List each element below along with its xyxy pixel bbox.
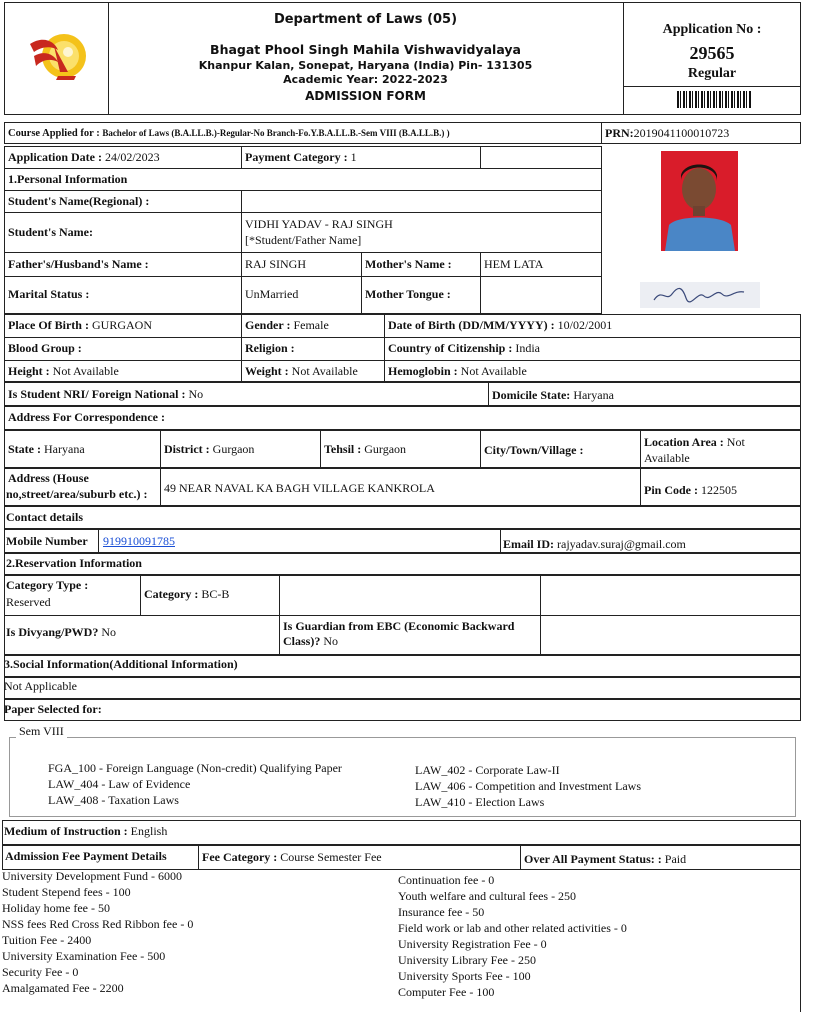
barcode xyxy=(677,91,751,108)
weight: Weight : Not Available xyxy=(245,364,358,378)
house-address-label-cont: no,street/area/suburb etc.) : xyxy=(6,487,148,501)
category-type: Reserved xyxy=(6,595,51,609)
paper-item: LAW_410 - Election Laws xyxy=(415,795,545,809)
house-address-label: Address (House xyxy=(8,471,89,485)
email: Email ID: rajyadav.suraj@gmail.com xyxy=(503,537,686,551)
hemoglobin: Hemoglobin : Not Available xyxy=(388,364,527,378)
category-type-label: Category Type : xyxy=(6,578,89,592)
fee-section: Admission Fee Payment Details xyxy=(5,849,167,863)
fee-item: Field work or lab and other related activities - 0 xyxy=(398,921,627,935)
fee-item: University Registration Fee - 0 xyxy=(398,937,547,951)
paper-item: LAW_402 - Corporate Law-II xyxy=(415,763,560,777)
fee-item: Continuation fee - 0 xyxy=(398,873,495,887)
fee-item: Security Fee - 0 xyxy=(2,965,79,979)
height: Height : Not Available xyxy=(8,364,119,378)
place-of-birth: Place Of Birth : GURGAON xyxy=(8,318,152,332)
semester-label: Sem VIII xyxy=(16,724,67,738)
mother-name-label: Mother's Name : xyxy=(365,257,452,271)
application-type: Regular xyxy=(687,66,737,81)
fee-item: Amalgamated Fee - 2200 xyxy=(2,981,124,995)
father-name: RAJ SINGH xyxy=(245,257,307,271)
fee-item: University Library Fee - 250 xyxy=(398,953,536,967)
paper-item: LAW_406 - Competition and Investment Laws xyxy=(415,779,641,793)
reservation-section: 2.Reservation Information xyxy=(6,556,142,570)
pin-code: Pin Code : 122505 xyxy=(644,483,737,497)
medium-of-instruction: Medium of Instruction : English xyxy=(4,824,168,838)
fee-item: University Development Fund - 6000 xyxy=(2,869,182,883)
department-title: Department of Laws (05) xyxy=(273,12,458,27)
social-section: 3.Social Information(Additional Information) xyxy=(4,657,238,671)
form-title: ADMISSION FORM xyxy=(305,89,426,103)
contact-section: Contact details xyxy=(6,510,83,524)
nri-status: Is Student NRI/ Foreign National : No xyxy=(8,387,204,401)
location-area: Location Area : Not xyxy=(644,435,745,449)
student-name-label: Student's Name: xyxy=(8,225,94,239)
personal-info-section: 1.Personal Information xyxy=(8,172,128,186)
social-info: Not Applicable xyxy=(4,679,77,693)
mobile-label: Mobile Number xyxy=(6,534,88,548)
fee-item: University Examination Fee - 500 xyxy=(2,949,166,963)
address-section: Address For Correspondence : xyxy=(8,410,165,424)
paper-item: LAW_408 - Taxation Laws xyxy=(48,793,179,807)
fee-category: Fee Category : Course Semester Fee xyxy=(202,850,382,864)
university-address: Khanpur Kalan, Sonepat, Haryana (India) Pin- 131305 xyxy=(198,59,533,72)
application-no: 29565 xyxy=(689,43,735,63)
payment-status: Over All Payment Status: : Paid xyxy=(524,852,687,866)
academic-year: Academic Year: 2022-2023 xyxy=(283,73,448,86)
payment-category: Payment Category : 1 xyxy=(245,150,357,164)
university-logo xyxy=(24,26,90,88)
city-town-village-label: City/Town/Village : xyxy=(484,443,584,457)
religion: Religion : xyxy=(245,341,295,355)
application-no-label: Application No : xyxy=(662,22,762,37)
papers-section: Paper Selected for: xyxy=(4,702,102,716)
state: State : Haryana xyxy=(8,442,85,456)
fee-item: NSS fees Red Cross Red Ribbon fee - 0 xyxy=(2,917,194,931)
student-signature xyxy=(640,282,760,308)
divyang: Is Divyang/PWD? No xyxy=(6,625,117,639)
category: Category : BC-B xyxy=(144,587,230,601)
marital-status: UnMarried xyxy=(245,287,299,301)
fee-item: Computer Fee - 100 xyxy=(398,985,495,999)
regional-name-label: Student's Name(Regional) : xyxy=(8,194,150,208)
fee-item: Tuition Fee - 2400 xyxy=(2,933,92,947)
blood-group: Blood Group : xyxy=(8,341,82,355)
domicile-state: Domicile State: Haryana xyxy=(492,388,614,402)
university-name: Bhagat Phool Singh Mahila Vishwavidyalaya xyxy=(210,42,521,57)
student-name-note: [*Student/Father Name] xyxy=(245,233,362,247)
mother-name: HEM LATA xyxy=(484,257,544,271)
location-area-cont: Available xyxy=(644,451,690,465)
mobile-number[interactable]: 919910091785 xyxy=(103,534,175,548)
house-address: 49 NEAR NAVAL KA BAGH VILLAGE KANKROLA xyxy=(164,481,435,495)
father-name-label: Father's/Husband's Name : xyxy=(8,257,149,271)
citizenship: Country of Citizenship : India xyxy=(388,341,540,355)
date-of-birth: Date of Birth (DD/MM/YYYY) : 10/02/2001 xyxy=(388,318,613,332)
ebc-label: Is Guardian from EBC (Economic Backward xyxy=(283,619,515,633)
district: District : Gurgaon xyxy=(164,442,255,456)
fee-item: Holiday home fee - 50 xyxy=(2,901,110,915)
mother-tongue-label: Mother Tongue : xyxy=(365,287,451,301)
student-photo xyxy=(661,151,738,251)
tehsil: Tehsil : Gurgaon xyxy=(324,442,407,456)
gender: Gender : Female xyxy=(245,318,329,332)
fee-item: Insurance fee - 50 xyxy=(398,905,485,919)
prn: PRN:2019041100010723 xyxy=(605,126,730,140)
student-name: VIDHI YADAV - RAJ SINGH xyxy=(245,217,393,231)
marital-status-label: Marital Status : xyxy=(8,287,90,301)
fee-item: Student Stepend fees - 100 xyxy=(2,885,131,899)
ebc: Class)? No xyxy=(283,634,339,648)
paper-item: LAW_404 - Law of Evidence xyxy=(48,777,191,791)
fee-item: University Sports Fee - 100 xyxy=(398,969,531,983)
fee-item: Youth welfare and cultural fees - 250 xyxy=(398,889,577,903)
paper-item: FGA_100 - Foreign Language (Non-credit) Qualifying Paper xyxy=(48,761,342,775)
course-applied: Course Applied for : Bachelor of Laws (B.A.LL.B.)-Regular-No Branch-Fo.Y.B.A.LL.B.-Sem VIII (B.A.LL.B.) ) xyxy=(8,128,450,139)
application-date: Application Date : 24/02/2023 xyxy=(8,150,160,164)
